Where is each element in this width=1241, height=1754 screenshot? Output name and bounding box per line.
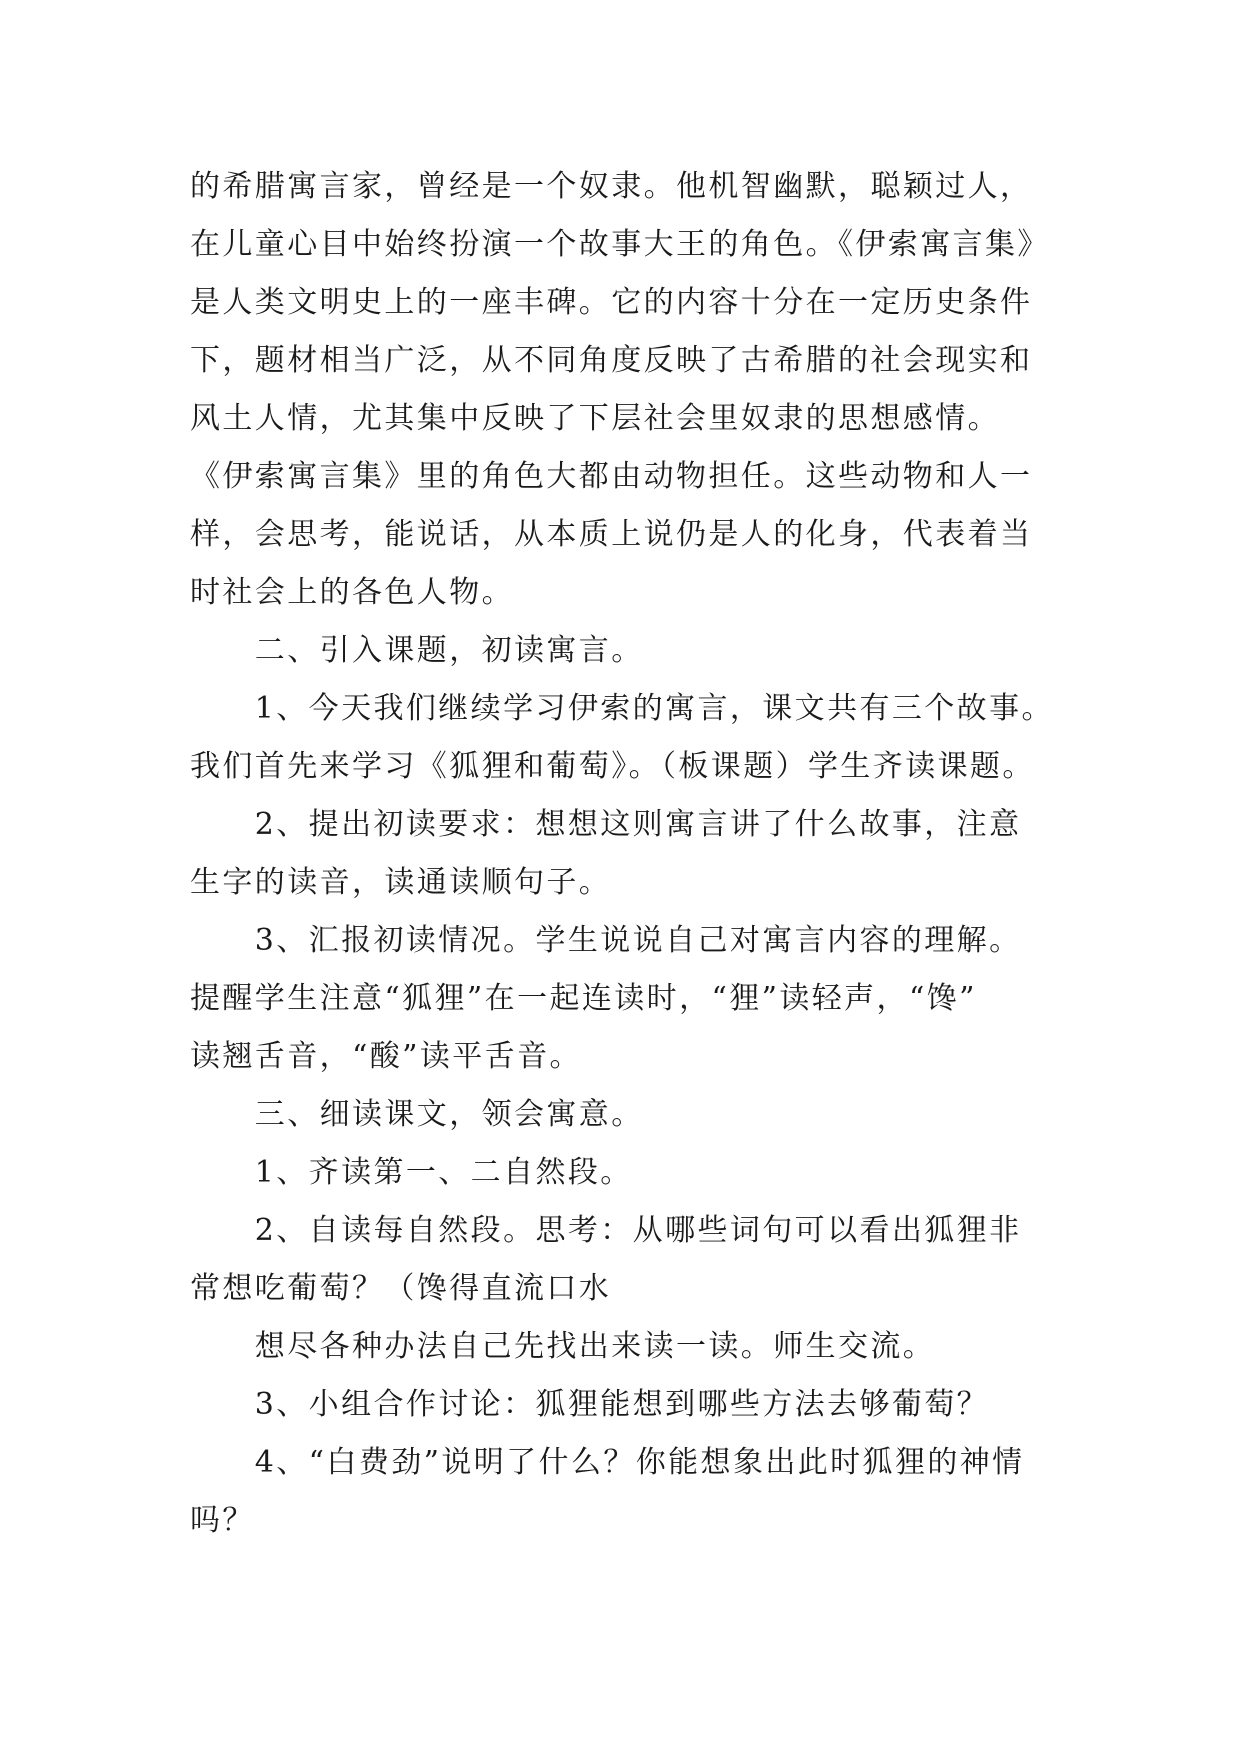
text-line: 样，会思考，能说话，从本质上说仍是人的化身，代表着当 [190,517,1033,552]
text-line: 常想吃葡萄？（馋得直流口水 [190,1271,612,1306]
text-line: 1、今天我们继续学习伊索的寓言，课文共有三个故事。 [190,691,1054,726]
text-line: 吗？ [190,1503,255,1538]
text-line: 风土人情，尤其集中反映了下层社会里奴隶的思想感情。 [190,401,1000,436]
text-line: 的希腊寓言家，曾经是一个奴隶。他机智幽默，聪颖过人， [190,169,1033,204]
text-line: 时社会上的各色人物。 [190,575,514,610]
text-line: 1、齐读第一、二自然段。 [190,1155,633,1190]
text-line: 我们首先来学习《狐狸和葡萄》。（板课题）学生齐读课题。 [190,749,1035,784]
text-line: 是人类文明史上的一座丰碑。它的内容十分在一定历史条件 [190,285,1033,320]
text-line: 3、小组合作讨论：狐狸能想到哪些方法去够葡萄？ [190,1387,990,1422]
section-heading: 二、引入课题，初读寓言。 [190,633,644,668]
text-line: 2、提出初读要求：想想这则寓言讲了什么故事，注意 [190,807,1022,842]
text-line: 3、汇报初读情况。学生说说自己对寓言内容的理解。 [190,923,1022,958]
text-line: 想尽各种办法自己先找出来读一读。师生交流。 [190,1329,936,1364]
text-line: 4、“白费劲”说明了什么？你能想象出此时狐狸的神情 [190,1445,1025,1480]
text-line: 提醒学生注意“狐狸”在一起连读时，“狸”读轻声，“馋” [190,981,977,1016]
text-line: 2、自读每自然段。思考：从哪些词句可以看出狐狸非 [190,1213,1022,1248]
text-line: 在儿童心目中始终扮演一个故事大王的角色。《伊索寓言集》 [190,227,1050,262]
text-line: 生字的读音，读通读顺句子。 [190,865,612,900]
text-line: 读翘舌音，“酸”读平舌音。 [190,1039,582,1074]
section-heading: 三、细读课文，领会寓意。 [190,1097,644,1132]
text-line: 《伊索寓言集》里的角色大都由动物担任。这些动物和人一 [190,459,1033,494]
text-line: 下，题材相当广泛，从不同角度反映了古希腊的社会现实和 [190,343,1033,378]
document-body [190,158,1070,1550]
